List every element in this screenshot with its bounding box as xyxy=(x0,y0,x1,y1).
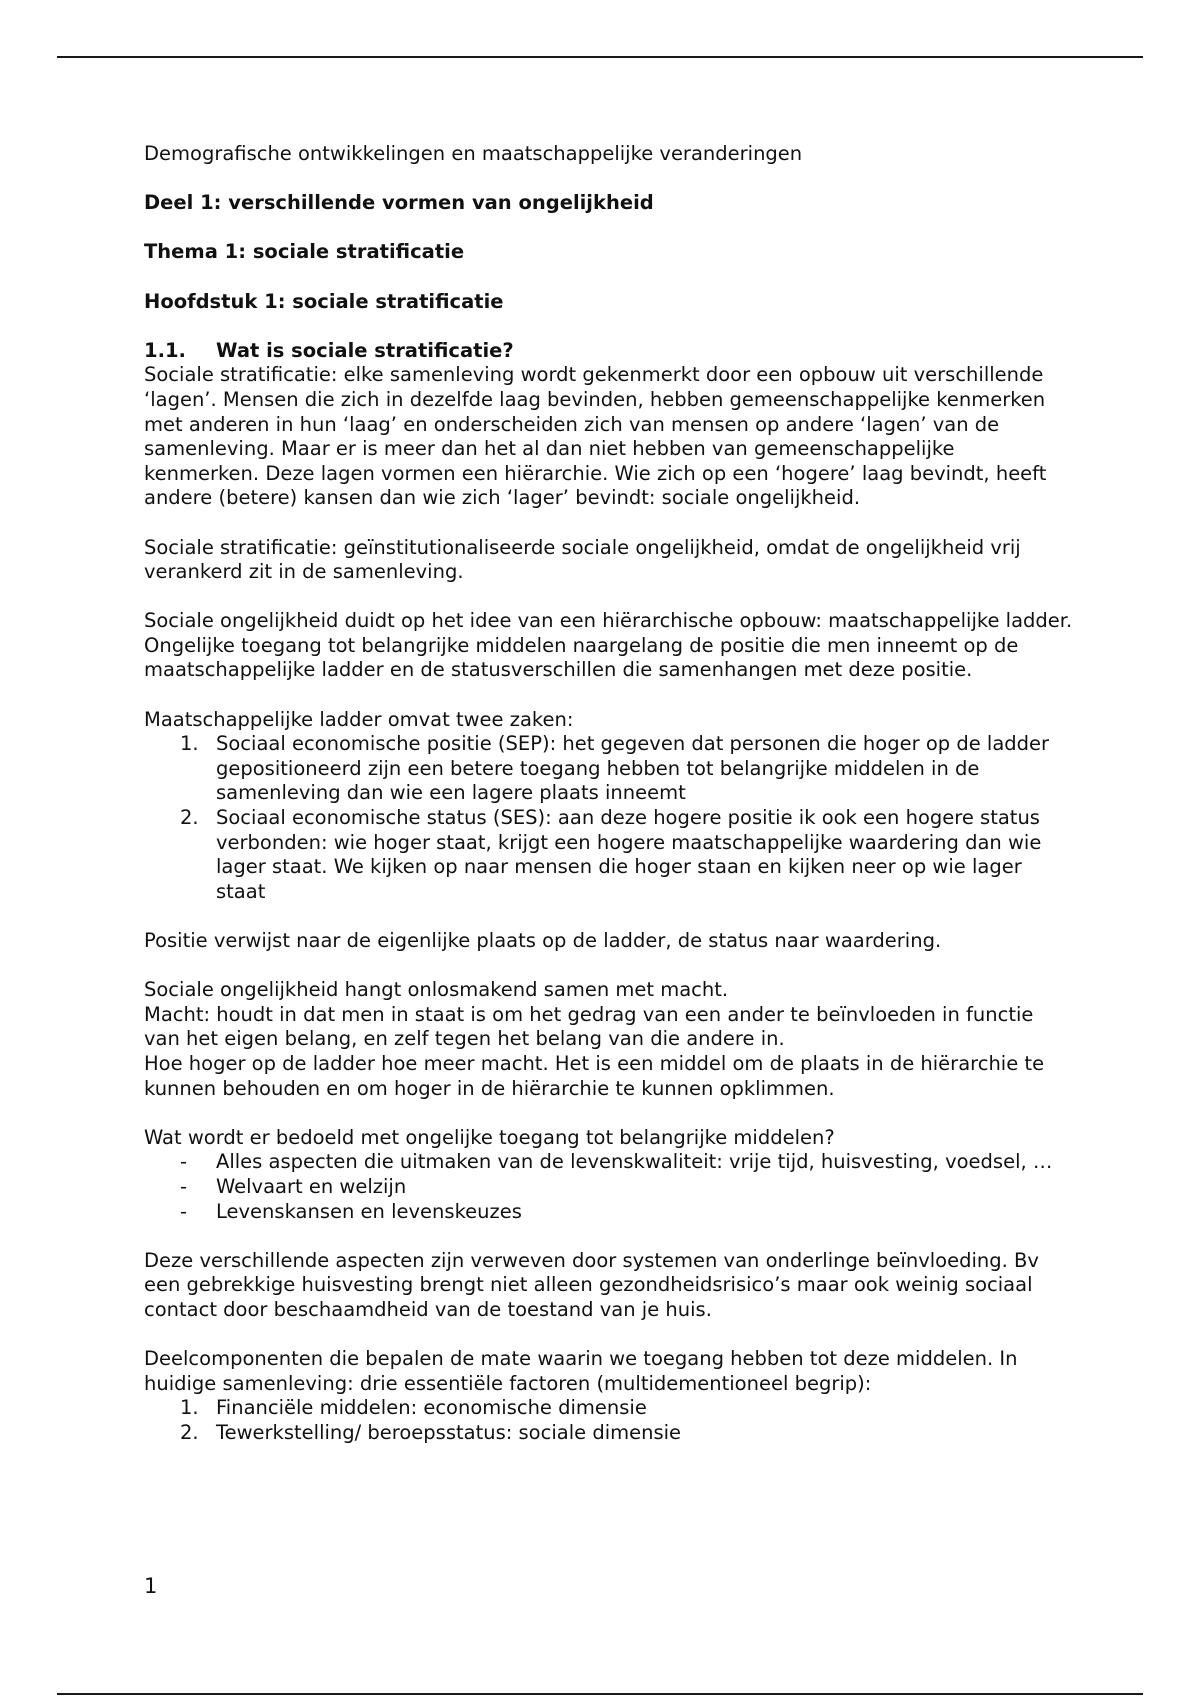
list-item-text: Tewerkstelling/ beroepsstatus: sociale dimensie xyxy=(216,1420,682,1444)
list-item xyxy=(144,806,1074,904)
page-number: 1 xyxy=(144,1574,158,1598)
list-item-text: Welvaart en welzijn xyxy=(216,1174,407,1198)
list-item-text: Sociaal economische status (SES): aan deze hogere positie ik ook een hogere status verbonden: wie hoger staat, krijgt een hogere maatschappelijke waardering dan wie lager staat. We kijken op naar mensen die hoger staan en kijken neer op wie lager staat xyxy=(216,806,1042,903)
middelen-intro: Wat wordt er bedoeld met ongelijke toegang tot belangrijke middelen? xyxy=(144,1125,835,1149)
section-heading xyxy=(144,339,1074,364)
macht-line-3: Hoe hoger op de ladder hoe meer macht. Het is een middel om de plaats in de hiërarchie te kunnen behouden en om hoger in de hiërarchie te kunnen opklimmen. xyxy=(144,1051,1045,1100)
macht-line-1: Sociale ongelijkheid hangt onlosmakend samen met macht. xyxy=(144,978,729,1002)
list-marker: - xyxy=(180,1199,188,1223)
part-heading: Deel 1: verschillende vormen van ongelijkheid xyxy=(144,191,654,215)
ladder-list xyxy=(144,732,1074,904)
list-marker: - xyxy=(180,1150,188,1174)
paragraph-stratificatie: Sociale stratificatie: elke samenleving wordt gekenmerkt door een opbouw uit verschillende ‘lagen’. Mensen die zich in dezelfde laag bevinden, hebben gemeenschappelijke kenmerken met anderen in hun ‘laag’ en onderscheiden zich van mensen op andere ‘lagen’ van de samenleving. Maar er is meer dan het al dan niet hebben van gemeenschappelijke kenmerken. Deze lagen vormen een hiërarchie. Wie zich op een ‘hogere’ laag bevindt, heeft andere (betere) kansen dan wie zich ‘lager’ bevindt: sociale ongelijkheid. xyxy=(144,363,1047,510)
list-item-text: Sociaal economische positie (SEP): het gegeven dat personen die hoger op de ladder gepositioneerd zijn een betere toegang hebben tot belangrijke middelen in de samenleving dan wie een lagere plaats inneemt xyxy=(216,732,1050,805)
list-item xyxy=(144,1150,1074,1175)
list-item xyxy=(144,732,1074,806)
paragraph-ongelijkheid: Sociale ongelijkheid duidt op het idee van een hiërarchische opbouw: maatschappelijke ladder. Ongelijke toegang tot belangrijke middelen naargelang de positie die men inneemt op de maatschappelijke ladder en de statusverschillen die samenhangen met deze positie. xyxy=(144,609,1073,682)
list-item xyxy=(144,1396,1074,1421)
list-marker: 1. xyxy=(180,732,199,756)
factoren-intro: Deelcomponenten die bepalen de mate waarin we toegang hebben tot deze middelen. In huidige samenleving: drie essentiële factoren (multidementioneel begrip): xyxy=(144,1347,1018,1395)
header-rule xyxy=(57,56,1143,58)
list-item xyxy=(144,1421,1074,1446)
document-title: Demografische ontwikkelingen en maatschappelijke veranderingen xyxy=(144,142,803,165)
chapter-heading: Hoofdstuk 1: sociale stratificatie xyxy=(144,289,504,313)
list-marker: 2. xyxy=(180,1420,199,1444)
section-title: Wat is sociale stratificatie? xyxy=(216,338,514,362)
factoren-list xyxy=(144,1396,1074,1445)
paragraph-verweven: Deze verschillende aspecten zijn verweven door systemen van onderlinge beïnvloeding. Bv een gebrekkige huisvesting brengt niet alleen gezondheidsrisico’s maar ook weinig sociaal contact door beschaamdheid van de toestand van je huis. xyxy=(144,1248,1039,1321)
theme-heading: Thema 1: sociale stratificatie xyxy=(144,240,465,264)
footer-rule xyxy=(57,1693,1143,1695)
list-marker: - xyxy=(180,1174,188,1198)
list-marker: 2. xyxy=(180,806,199,830)
macht-line-2: Macht: houdt in dat men in staat is om het gedrag van een ander te beïnvloeden in functie van het eigen belang, en zelf tegen het belang van die andere in. xyxy=(144,1002,1034,1051)
document-body xyxy=(144,142,1074,1470)
section-number: 1.1. xyxy=(144,338,186,362)
list-item xyxy=(144,1175,1074,1200)
list-item-text: Alles aspecten die uitmaken van de levenskwaliteit: vrije tijd, huisvesting, voedsel, … xyxy=(216,1150,1053,1174)
list-item xyxy=(144,1200,1074,1225)
list-item-text: Levenskansen en levenskeuzes xyxy=(216,1199,522,1223)
middelen-list xyxy=(144,1150,1074,1224)
paragraph-positie: Positie verwijst naar de eigenlijke plaats op de ladder, de status naar waardering. xyxy=(144,929,942,952)
list-item-text: Financiële middelen: economische dimensie xyxy=(216,1396,647,1420)
list-marker: 1. xyxy=(180,1396,199,1420)
ladder-intro: Maatschappelijke ladder omvat twee zaken: xyxy=(144,707,574,731)
paragraph-macht xyxy=(144,978,1074,1101)
paragraph-institutionalisering: Sociale stratificatie: geïnstitutionaliseerde sociale ongelijkheid, omdat de ongelijkheid vrij verankerd zit in de samenleving. xyxy=(144,535,1021,584)
